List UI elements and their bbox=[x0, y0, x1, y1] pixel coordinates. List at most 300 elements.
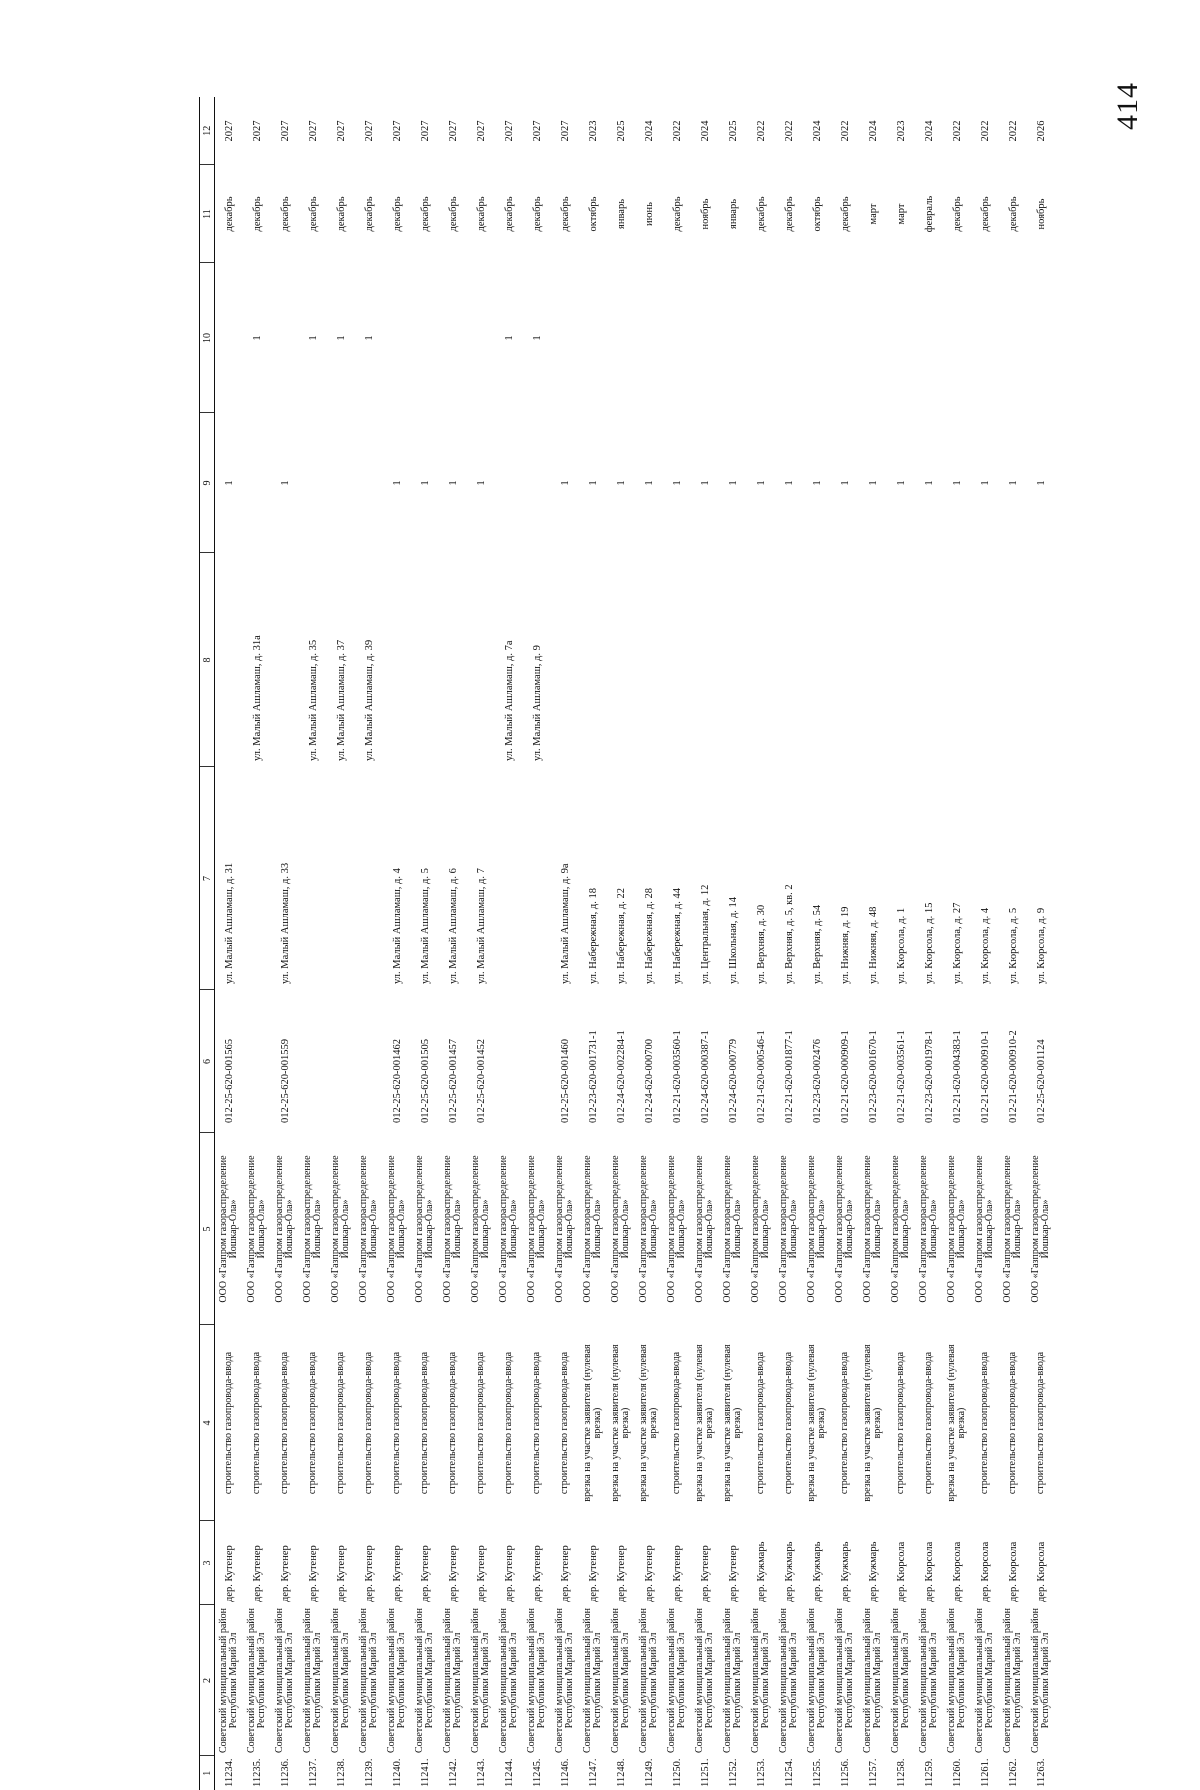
count-col10-cell bbox=[663, 263, 691, 413]
address-alt-cell bbox=[775, 553, 803, 767]
address-cell: ул. Малый Ашламаш, д. 33 bbox=[279, 862, 291, 984]
organization-cell: ООО «Газпром газораспределение Йошкар-Ола» bbox=[441, 1155, 463, 1303]
year-cell: 2024 bbox=[699, 120, 711, 142]
year-cell: 2022 bbox=[979, 120, 991, 142]
municipality-cell: Советский муниципальный район Республики Марий Эл bbox=[1001, 1608, 1023, 1753]
organization-cell: ООО «Газпром газораспределение Йошкар-Ола» bbox=[469, 1155, 491, 1303]
month-cell: июнь bbox=[643, 202, 655, 226]
cadastral-number-cell: 012-23-620-001731-1 bbox=[587, 1030, 599, 1123]
count-col9-cell: 1 bbox=[755, 480, 767, 486]
locality-cell: дер. Кутенер bbox=[335, 1545, 347, 1602]
organization-cell: ООО «Газпром газораспределение Йошкар-Ола» bbox=[329, 1155, 351, 1303]
cadastral-number-cell: 012-24-620-000700 bbox=[643, 1039, 655, 1123]
month-cell: декабрь bbox=[419, 196, 431, 232]
row-number: 11240. bbox=[391, 1758, 403, 1787]
column-header-4: 4 bbox=[200, 1325, 215, 1521]
row-number: 11249. bbox=[643, 1758, 655, 1787]
table-row bbox=[943, 97, 971, 1790]
work-type-cell: строительство газопровода-ввода bbox=[754, 1351, 766, 1495]
address-cell: ул. Верхняя, д. 30 bbox=[755, 904, 767, 984]
count-col9-cell: 1 bbox=[643, 480, 655, 486]
table-row bbox=[271, 97, 299, 1790]
row-number: 11253. bbox=[755, 1758, 767, 1787]
locality-cell: дер. Кюрсола bbox=[895, 1541, 907, 1602]
year-cell: 2022 bbox=[671, 120, 683, 142]
row-number: 11244. bbox=[503, 1758, 515, 1787]
locality-cell: дер. Кутенер bbox=[363, 1545, 375, 1602]
count-col10-cell: 1 bbox=[503, 335, 515, 341]
row-number: 11254. bbox=[783, 1758, 795, 1787]
month-cell: декабрь bbox=[979, 196, 991, 232]
municipality-cell: Советский муниципальный район Республики Марий Эл bbox=[693, 1608, 715, 1753]
address-cell bbox=[299, 767, 327, 990]
year-cell: 2027 bbox=[391, 120, 403, 142]
work-type-cell: врезка на участке заявителя (нулевая врезка) bbox=[805, 1344, 827, 1502]
locality-cell: дер. Кутенер bbox=[307, 1545, 319, 1602]
locality-cell: дер. Кюрсола bbox=[979, 1541, 991, 1602]
work-type-cell: врезка на участке заявителя (нулевая врезка) bbox=[609, 1344, 631, 1502]
table-row bbox=[635, 97, 663, 1790]
address-cell: ул. Малый Ашламаш, д. 4 bbox=[391, 868, 403, 984]
municipality-cell: Советский муниципальный район Республики Марий Эл bbox=[637, 1608, 659, 1753]
work-type-cell: врезка на участке заявителя (нулевая врезка) bbox=[637, 1344, 659, 1502]
cadastral-number-cell: 012-21-620-000910-2 bbox=[1007, 1030, 1019, 1123]
count-col10-cell bbox=[551, 263, 579, 413]
year-cell: 2025 bbox=[727, 120, 739, 142]
address-cell bbox=[523, 767, 551, 990]
month-cell: декабрь bbox=[335, 196, 347, 232]
organization-cell: ООО «Газпром газораспределение Йошкар-Ола» bbox=[357, 1155, 379, 1303]
row-number: 11245. bbox=[531, 1758, 543, 1787]
count-col9-cell bbox=[243, 413, 271, 553]
month-cell: декабрь bbox=[475, 196, 487, 232]
locality-cell: дер. Кюрсола bbox=[1035, 1541, 1047, 1602]
column-header-11: 11 bbox=[200, 165, 215, 263]
municipality-cell: Советский муниципальный район Республики Марий Эл bbox=[441, 1608, 463, 1753]
year-cell: 2027 bbox=[559, 120, 571, 142]
work-type-cell: строительство газопровода-ввода bbox=[278, 1351, 290, 1495]
address-alt-cell: ул. Малый Ашламаш, д. 31а bbox=[251, 635, 263, 761]
count-col9-cell: 1 bbox=[895, 480, 907, 486]
table-row bbox=[859, 97, 887, 1790]
organization-cell: ООО «Газпром газораспределение Йошкар-Ола» bbox=[245, 1155, 267, 1303]
month-cell: декабрь bbox=[503, 196, 515, 232]
year-cell: 2023 bbox=[587, 120, 599, 142]
table-row bbox=[747, 97, 775, 1790]
address-alt-cell bbox=[663, 553, 691, 767]
count-col9-cell: 1 bbox=[1035, 480, 1047, 486]
table-row bbox=[887, 97, 915, 1790]
cadastral-number-cell: 012-25-620-001462 bbox=[391, 1039, 403, 1123]
municipality-cell: Советский муниципальный район Республики Марий Эл bbox=[413, 1608, 435, 1753]
row-number: 11237. bbox=[307, 1758, 319, 1787]
locality-cell: дер. Кутенер bbox=[699, 1545, 711, 1602]
count-col9-cell bbox=[495, 413, 523, 553]
count-col10-cell bbox=[467, 263, 495, 413]
address-alt-cell: ул. Малый Ашламаш, д. 37 bbox=[335, 639, 347, 761]
count-col10-cell bbox=[831, 263, 859, 413]
organization-cell: ООО «Газпром газораспределение Йошкар-Ола» bbox=[665, 1155, 687, 1303]
organization-cell: ООО «Газпром газораспределение Йошкар-Ола» bbox=[805, 1155, 827, 1303]
row-number: 11259. bbox=[923, 1758, 935, 1787]
month-cell: декабрь bbox=[307, 196, 319, 232]
count-col10-cell bbox=[271, 263, 299, 413]
column-header-12: 12 bbox=[200, 97, 215, 165]
work-type-cell: строительство газопровода-ввода bbox=[670, 1351, 682, 1495]
locality-cell: дер. Кутенер bbox=[279, 1545, 291, 1602]
address-cell: ул. Кюрсола, д. 9 bbox=[1035, 907, 1047, 984]
locality-cell: дер. Кутенер bbox=[727, 1545, 739, 1602]
column-header-9: 9 bbox=[200, 413, 215, 553]
row-number: 11257. bbox=[867, 1758, 879, 1787]
cadastral-number-cell: 012-25-620-001457 bbox=[447, 1039, 459, 1123]
month-cell: ноябрь bbox=[1035, 198, 1047, 230]
address-cell: ул. Центральная, д. 12 bbox=[699, 884, 711, 984]
month-cell: ноябрь bbox=[699, 198, 711, 230]
count-col9-cell: 1 bbox=[951, 480, 963, 486]
locality-cell: дер. Кюрсола bbox=[923, 1541, 935, 1602]
cadastral-number-cell: 012-21-620-000909-1 bbox=[839, 1030, 851, 1123]
cadastral-number-cell: 012-21-620-004383-1 bbox=[951, 1030, 963, 1123]
count-col10-cell: 1 bbox=[363, 335, 375, 341]
cadastral-number-cell: 012-25-620-001559 bbox=[279, 1039, 291, 1123]
count-col10-cell bbox=[719, 263, 747, 413]
address-cell: ул. Набережная, д. 44 bbox=[671, 887, 683, 984]
locality-cell: дер. Кутенер bbox=[671, 1545, 683, 1602]
month-cell: декабрь bbox=[223, 196, 235, 232]
table-row bbox=[915, 97, 943, 1790]
year-cell: 2027 bbox=[531, 120, 543, 142]
row-number: 11256. bbox=[839, 1758, 851, 1787]
table-row bbox=[411, 97, 439, 1790]
municipality-cell: Советский муниципальный район Республики Марий Эл bbox=[357, 1608, 379, 1753]
work-type-cell: строительство газопровода-ввода bbox=[530, 1351, 542, 1495]
month-cell: декабрь bbox=[671, 196, 683, 232]
organization-cell: ООО «Газпром газораспределение Йошкар-Ола» bbox=[497, 1155, 519, 1303]
month-cell: декабрь bbox=[251, 196, 263, 232]
organization-cell: ООО «Газпром газораспределение Йошкар-Ола» bbox=[217, 1155, 239, 1303]
address-cell: ул. Малый Ашламаш, д. 5 bbox=[419, 868, 431, 984]
month-cell: февраль bbox=[923, 195, 935, 233]
address-cell: ул. Школьная, д. 14 bbox=[727, 896, 739, 984]
month-cell: декабрь bbox=[755, 196, 767, 232]
work-type-cell: строительство газопровода-ввода bbox=[474, 1351, 486, 1495]
count-col10-cell bbox=[775, 263, 803, 413]
address-cell bbox=[495, 767, 523, 990]
month-cell: октябрь bbox=[587, 196, 599, 232]
locality-cell: дер. Кужмарь bbox=[867, 1541, 879, 1602]
row-number: 11247. bbox=[587, 1758, 599, 1787]
document-table bbox=[199, 97, 1185, 1790]
table-row bbox=[579, 97, 607, 1790]
year-cell: 2027 bbox=[279, 120, 291, 142]
table-row bbox=[215, 97, 244, 1790]
address-alt-cell bbox=[579, 553, 607, 767]
table-row bbox=[523, 97, 551, 1790]
table-row bbox=[719, 97, 747, 1790]
cadastral-number-cell: 012-25-620-001565 bbox=[223, 1039, 235, 1123]
count-col10-cell bbox=[383, 263, 411, 413]
address-alt-cell bbox=[971, 553, 999, 767]
column-header-7: 7 bbox=[200, 767, 215, 990]
work-type-cell: строительство газопровода-ввода bbox=[250, 1351, 262, 1495]
cadastral-number-cell: 012-24-620-000779 bbox=[727, 1039, 739, 1123]
municipality-cell: Советский муниципальный район Республики Марий Эл bbox=[665, 1608, 687, 1753]
municipality-cell: Советский муниципальный район Республики Марий Эл bbox=[861, 1608, 883, 1753]
year-cell: 2027 bbox=[363, 120, 375, 142]
count-col9-cell bbox=[523, 413, 551, 553]
table-row bbox=[691, 97, 719, 1790]
table-row bbox=[1027, 97, 1055, 1790]
work-type-cell: строительство газопровода-ввода bbox=[558, 1351, 570, 1495]
municipality-cell: Советский муниципальный район Республики Марий Эл bbox=[245, 1608, 267, 1753]
address-alt-cell bbox=[1027, 553, 1055, 767]
count-col10-cell bbox=[943, 263, 971, 413]
municipality-cell: Советский муниципальный район Республики Марий Эл bbox=[217, 1608, 239, 1753]
organization-cell: ООО «Газпром газораспределение Йошкар-Ола» bbox=[525, 1155, 547, 1303]
address-cell bbox=[243, 767, 271, 990]
count-col9-cell: 1 bbox=[923, 480, 935, 486]
month-cell: декабрь bbox=[559, 196, 571, 232]
address-alt-cell bbox=[803, 553, 831, 767]
count-col9-cell bbox=[355, 413, 383, 553]
table-row bbox=[551, 97, 579, 1790]
address-alt-cell bbox=[831, 553, 859, 767]
count-col9-cell: 1 bbox=[391, 480, 403, 486]
cadastral-number-cell: 012-24-620-000387-1 bbox=[699, 1030, 711, 1123]
year-cell: 2025 bbox=[615, 120, 627, 142]
cadastral-number-cell: 012-21-620-000546-1 bbox=[755, 1030, 767, 1123]
count-col9-cell: 1 bbox=[447, 480, 459, 486]
organization-cell: ООО «Газпром газораспределение Йошкар-Ола» bbox=[1029, 1155, 1051, 1303]
count-col9-cell: 1 bbox=[279, 480, 291, 486]
cadastral-number-cell: 012-23-620-002476 bbox=[811, 1039, 823, 1123]
year-cell: 2027 bbox=[447, 120, 459, 142]
cadastral-number-cell: 012-21-620-003560-1 bbox=[671, 1030, 683, 1123]
municipality-cell: Советский муниципальный район Республики Марий Эл bbox=[833, 1608, 855, 1753]
column-header-8: 8 bbox=[200, 553, 215, 767]
organization-cell: ООО «Газпром газораспределение Йошкар-Ола» bbox=[581, 1155, 603, 1303]
address-cell: ул. Кюрсола, д. 5 bbox=[1007, 907, 1019, 984]
month-cell: декабрь bbox=[783, 196, 795, 232]
count-col9-cell: 1 bbox=[839, 480, 851, 486]
table-row bbox=[243, 97, 271, 1790]
address-alt-cell bbox=[747, 553, 775, 767]
count-col9-cell: 1 bbox=[867, 480, 879, 486]
cadastral-number-cell: 012-25-620-001452 bbox=[475, 1039, 487, 1123]
column-header-6: 6 bbox=[200, 990, 215, 1133]
cadastral-number-cell bbox=[495, 990, 523, 1133]
year-cell: 2024 bbox=[867, 120, 879, 142]
work-type-cell: строительство газопровода-ввода bbox=[418, 1351, 430, 1495]
work-type-cell: строительство газопровода-ввода bbox=[222, 1351, 234, 1495]
address-alt-cell bbox=[859, 553, 887, 767]
address-cell: ул. Малый Ашламаш, д. 7 bbox=[475, 868, 487, 984]
count-col10-cell bbox=[1027, 263, 1055, 413]
column-header-10: 10 bbox=[200, 263, 215, 413]
count-col10-cell bbox=[915, 263, 943, 413]
locality-cell: дер. Кужмарь bbox=[811, 1541, 823, 1602]
year-cell: 2027 bbox=[223, 120, 235, 142]
year-cell: 2022 bbox=[755, 120, 767, 142]
count-col10-cell bbox=[803, 263, 831, 413]
column-header-2: 2 bbox=[200, 1605, 215, 1756]
count-col10-cell: 1 bbox=[335, 335, 347, 341]
municipality-cell: Советский муниципальный район Республики Марий Эл bbox=[609, 1608, 631, 1753]
count-col10-cell bbox=[215, 263, 244, 413]
organization-cell: ООО «Газпром газораспределение Йошкар-Ола» bbox=[889, 1155, 911, 1303]
work-type-cell: строительство газопровода-ввода bbox=[922, 1351, 934, 1495]
year-cell: 2027 bbox=[475, 120, 487, 142]
organization-cell: ООО «Газпром газораспределение Йошкар-Ола» bbox=[693, 1155, 715, 1303]
table-row bbox=[803, 97, 831, 1790]
table-row bbox=[775, 97, 803, 1790]
count-col10-cell bbox=[439, 263, 467, 413]
count-col10-cell: 1 bbox=[251, 335, 263, 341]
month-cell: декабрь bbox=[1007, 196, 1019, 232]
address-alt-cell bbox=[887, 553, 915, 767]
cadastral-number-cell bbox=[299, 990, 327, 1133]
municipality-cell: Советский муниципальный район Республики Марий Эл bbox=[749, 1608, 771, 1753]
table-row bbox=[439, 97, 467, 1790]
year-cell: 2026 bbox=[1035, 120, 1047, 142]
cadastral-number-cell: 012-25-620-001505 bbox=[419, 1039, 431, 1123]
column-header-1: 1 bbox=[200, 1756, 215, 1790]
work-type-cell: строительство газопровода-ввода bbox=[446, 1351, 458, 1495]
year-cell: 2027 bbox=[251, 120, 263, 142]
count-col10-cell bbox=[607, 263, 635, 413]
row-number: 11258. bbox=[895, 1758, 907, 1787]
count-col9-cell: 1 bbox=[1007, 480, 1019, 486]
count-col10-cell bbox=[971, 263, 999, 413]
count-col9-cell: 1 bbox=[727, 480, 739, 486]
address-cell bbox=[327, 767, 355, 990]
count-col10-cell bbox=[579, 263, 607, 413]
locality-cell: дер. Кутенер bbox=[475, 1545, 487, 1602]
work-type-cell: врезка на участке заявителя (нулевая врезка) bbox=[721, 1344, 743, 1502]
count-col10-cell bbox=[999, 263, 1027, 413]
municipality-cell: Советский муниципальный район Республики Марий Эл bbox=[497, 1608, 519, 1753]
locality-cell: дер. Кюрсола bbox=[1007, 1541, 1019, 1602]
month-cell: декабрь bbox=[531, 196, 543, 232]
locality-cell: дер. Кутенер bbox=[615, 1545, 627, 1602]
address-cell: ул. Малый Ашламаш, д. 9а bbox=[559, 863, 571, 984]
count-col9-cell: 1 bbox=[587, 480, 599, 486]
month-cell: март bbox=[867, 203, 879, 225]
cadastral-number-cell: 012-21-620-000910-1 bbox=[979, 1030, 991, 1123]
count-col9-cell: 1 bbox=[979, 480, 991, 486]
count-col9-cell: 1 bbox=[671, 480, 683, 486]
organization-cell: ООО «Газпром газораспределение Йошкар-Ола» bbox=[413, 1155, 435, 1303]
row-number: 11261. bbox=[979, 1758, 991, 1787]
cadastral-number-cell: 012-21-620-003561-1 bbox=[895, 1030, 907, 1123]
organization-cell: ООО «Газпром газораспределение Йошкар-Ола» bbox=[945, 1155, 967, 1303]
row-number: 11235. bbox=[251, 1758, 263, 1787]
count-col10-cell bbox=[635, 263, 663, 413]
address-cell: ул. Кюрсола, д. 4 bbox=[979, 907, 991, 984]
locality-cell: дер. Кюрсола bbox=[951, 1541, 963, 1602]
locality-cell: дер. Кужмарь bbox=[755, 1541, 767, 1602]
address-alt-cell bbox=[467, 553, 495, 767]
organization-cell: ООО «Газпром газораспределение Йошкар-Ола» bbox=[833, 1155, 855, 1303]
table-row bbox=[971, 97, 999, 1790]
locality-cell: дер. Кутенер bbox=[587, 1545, 599, 1602]
municipality-cell: Советский муниципальный район Республики Марий Эл bbox=[553, 1608, 575, 1753]
work-type-cell: строительство газопровода-ввода bbox=[1034, 1351, 1046, 1495]
count-col10-cell: 1 bbox=[307, 335, 319, 341]
work-type-cell: строительство газопровода-ввода bbox=[894, 1351, 906, 1495]
month-cell: декабрь bbox=[391, 196, 403, 232]
table-row bbox=[355, 97, 383, 1790]
locality-cell: дер. Кутенер bbox=[503, 1545, 515, 1602]
municipality-cell: Советский муниципальный район Республики Марий Эл bbox=[273, 1608, 295, 1753]
work-type-cell: строительство газопровода-ввода bbox=[782, 1351, 794, 1495]
address-cell: ул. Кюрсола, д. 27 bbox=[951, 902, 963, 984]
address-alt-cell bbox=[691, 553, 719, 767]
gas-connection-table bbox=[199, 97, 1055, 1790]
address-cell: ул. Нижняя, д. 19 bbox=[839, 906, 851, 984]
work-type-cell: строительство газопровода-ввода bbox=[334, 1351, 346, 1495]
address-alt-cell bbox=[635, 553, 663, 767]
work-type-cell: строительство газопровода-ввода bbox=[838, 1351, 850, 1495]
locality-cell: дер. Кутенер bbox=[223, 1545, 235, 1602]
municipality-cell: Советский муниципальный район Республики Марий Эл bbox=[945, 1608, 967, 1753]
address-alt-cell: ул. Малый Ашламаш, д. 35 bbox=[307, 639, 319, 761]
table-row bbox=[327, 97, 355, 1790]
organization-cell: ООО «Газпром газораспределение Йошкар-Ола» bbox=[385, 1155, 407, 1303]
year-cell: 2027 bbox=[503, 120, 515, 142]
count-col10-cell bbox=[859, 263, 887, 413]
year-cell: 2024 bbox=[811, 120, 823, 142]
row-number: 11262. bbox=[1007, 1758, 1019, 1787]
address-cell: ул. Набережная, д. 18 bbox=[587, 887, 599, 984]
address-alt-cell bbox=[551, 553, 579, 767]
address-alt-cell bbox=[915, 553, 943, 767]
month-cell: январь bbox=[615, 199, 627, 229]
cadastral-number-cell: 012-25-620-001460 bbox=[559, 1039, 571, 1123]
municipality-cell: Советский муниципальный район Республики Марий Эл bbox=[889, 1608, 911, 1753]
work-type-cell: строительство газопровода-ввода bbox=[306, 1351, 318, 1495]
row-number: 11251. bbox=[699, 1758, 711, 1787]
locality-cell: дер. Кужмарь bbox=[783, 1541, 795, 1602]
cadastral-number-cell bbox=[327, 990, 355, 1133]
cadastral-number-cell: 012-23-620-001670-1 bbox=[867, 1030, 879, 1123]
organization-cell: ООО «Газпром газораспределение Йошкар-Ола» bbox=[861, 1155, 883, 1303]
month-cell: декабрь bbox=[363, 196, 375, 232]
address-alt-cell bbox=[719, 553, 747, 767]
municipality-cell: Советский муниципальный район Республики Марий Эл bbox=[525, 1608, 547, 1753]
count-col9-cell: 1 bbox=[419, 480, 431, 486]
count-col9-cell: 1 bbox=[475, 480, 487, 486]
year-cell: 2022 bbox=[783, 120, 795, 142]
address-cell: ул. Кюрсола, д. 1 bbox=[895, 907, 907, 984]
row-number: 11236. bbox=[279, 1758, 291, 1787]
work-type-cell: строительство газопровода-ввода bbox=[390, 1351, 402, 1495]
address-alt-cell bbox=[271, 553, 299, 767]
year-cell: 2024 bbox=[923, 120, 935, 142]
month-cell: декабрь bbox=[839, 196, 851, 232]
cadastral-number-cell: 012-25-620-001124 bbox=[1035, 1039, 1047, 1123]
column-number-row bbox=[200, 97, 215, 1790]
month-cell: декабрь bbox=[279, 196, 291, 232]
municipality-cell: Советский муниципальный район Республики Марий Эл bbox=[721, 1608, 743, 1753]
municipality-cell: Советский муниципальный район Республики Марий Эл bbox=[777, 1608, 799, 1753]
organization-cell: ООО «Газпром газораспределение Йошкар-Ола» bbox=[777, 1155, 799, 1303]
table-row bbox=[495, 97, 523, 1790]
address-cell: ул. Верхняя, д. 5, кв. 2 bbox=[783, 884, 795, 984]
address-alt-cell: ул. Малый Ашламаш, д. 9 bbox=[531, 645, 543, 761]
locality-cell: дер. Кутенер bbox=[559, 1545, 571, 1602]
